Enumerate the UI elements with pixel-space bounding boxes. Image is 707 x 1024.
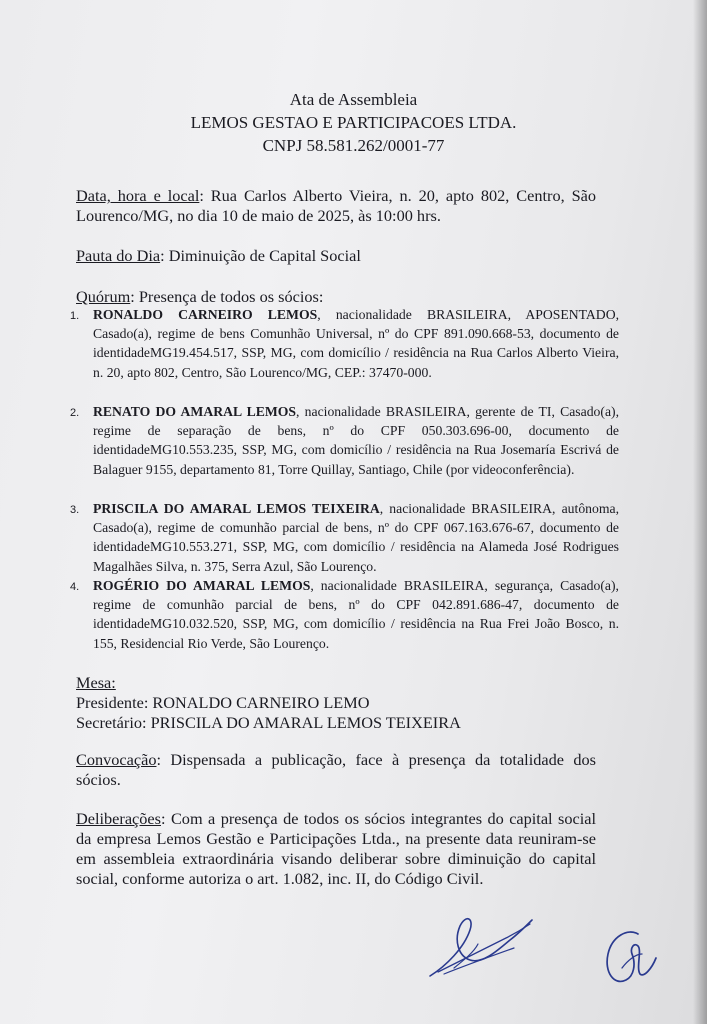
convocation-section xyxy=(76,750,596,790)
list-item xyxy=(70,402,619,479)
list-item-number: 2. xyxy=(70,407,80,419)
deliberations-section xyxy=(76,809,596,889)
deliberations-text: : Com a presença de todos os sócios integrantes do capital social da empresa Lemos Gestão e Participações Ltda., na presente data reuniram-se em assembleia extraordinária visando deliberar sobre diminuição do capital social, conforme autoriza o art. 1.082, inc. II, do Código Civil. xyxy=(76,809,596,888)
date-place-label: Data, hora e local xyxy=(76,186,200,205)
list-item-number: 1. xyxy=(70,310,80,322)
convocation-label: Convocação xyxy=(76,750,157,769)
member-name: PRISCILA DO AMARAL LEMOS TEIXEIRA xyxy=(93,501,380,516)
agenda-text: : Diminuição de Capital Social xyxy=(160,246,361,265)
convocation-text: : Dispensada a publicação, face à presença da totalidade dos sócios. xyxy=(76,750,596,789)
list-item-number: 3. xyxy=(70,504,80,516)
agenda-label: Pauta do Dia xyxy=(76,246,161,265)
deliberations-label: Deliberações xyxy=(76,809,161,828)
date-place-text: : Rua Carlos Alberto Vieira, n. 20, apto 802, Centro, São Lourenco/MG, no dia 10 de maio de 2025, às 10:00 hrs. xyxy=(76,186,596,225)
member-name: ROGÉRIO DO AMARAL LEMOS xyxy=(93,578,311,593)
quorum-section xyxy=(76,287,596,307)
document-title: Ata de Assembleia xyxy=(289,90,418,109)
page-edge-shadow xyxy=(693,0,707,1024)
member-details: , nacionalidade BRASILEIRA, autônoma, Casado(a), regime de comunhão parcial de bens, nº do CPF 067.163.676-67, documento de identidadeMG10.553.271, SSP, MG, com domicílio / residência na Alameda José Rodrigues Magalhães Silva, n. 375, Serra Azul, São Lourenço. xyxy=(93,501,619,574)
quorum-text: : Presença de todos os sócios: xyxy=(130,287,324,306)
date-place-section xyxy=(76,186,596,226)
list-item-number: 4. xyxy=(70,581,80,593)
board-section xyxy=(76,673,596,733)
agenda-section xyxy=(76,246,596,266)
board-president: Presidente: RONALDO CARNEIRO LEMO xyxy=(76,693,370,712)
signature-mark-1 xyxy=(424,908,536,984)
member-name: RENATO DO AMARAL LEMOS xyxy=(93,404,297,419)
company-cnpj: CNPJ 58.581.262/0001-77 xyxy=(262,136,445,155)
board-label: Mesa: xyxy=(76,673,116,692)
signature-mark-2 xyxy=(598,924,662,990)
list-item xyxy=(70,576,619,653)
member-name: RONALDO CARNEIRO LEMOS xyxy=(93,307,318,322)
quorum-label: Quórum xyxy=(76,287,131,306)
member-details: , nacionalidade BRASILEIRA, APOSENTADO, Casado(a), regime de bens Comunhão Universal, nº do CPF 891.090.668-53, documento de identidadeMG19.454.517, SSP, MG, com domicílio / residência na Rua Carlos Alberto Vieira, n. 20, apto 802, Centro, São Lourenco/MG, CEP.: 37470-000. xyxy=(93,307,619,380)
list-item xyxy=(70,305,619,382)
list-item xyxy=(70,499,619,576)
board-secretary: Secretário: PRISCILA DO AMARAL LEMOS TEIXEIRA xyxy=(76,713,461,732)
member-details: , nacionalidade BRASILEIRA, segurança, Casado(a), regime de comunhão parcial de bens, nº do CPF 042.891.686-47, documento de identidadeMG10.032.520, SSP, MG, com domicílio / residência na Rua Frei João Bosco, n. 155, Residencial Rio Verde, São Lourenço. xyxy=(93,578,619,651)
company-name: LEMOS GESTAO E PARTICIPACOES LTDA. xyxy=(190,113,517,132)
member-details: , nacionalidade BRASILEIRA, gerente de TI, Casado(a), regime de separação de bens, nº do CPF 050.303.696-00, documento de identidadeMG10.553.235, SSP, MG, com domicílio / residência na Rua Josemaría Escrivá de Balaguer 9155, departamento 81, Torre Quillay, Santiago, Chile (por videoconferência). xyxy=(93,404,619,477)
